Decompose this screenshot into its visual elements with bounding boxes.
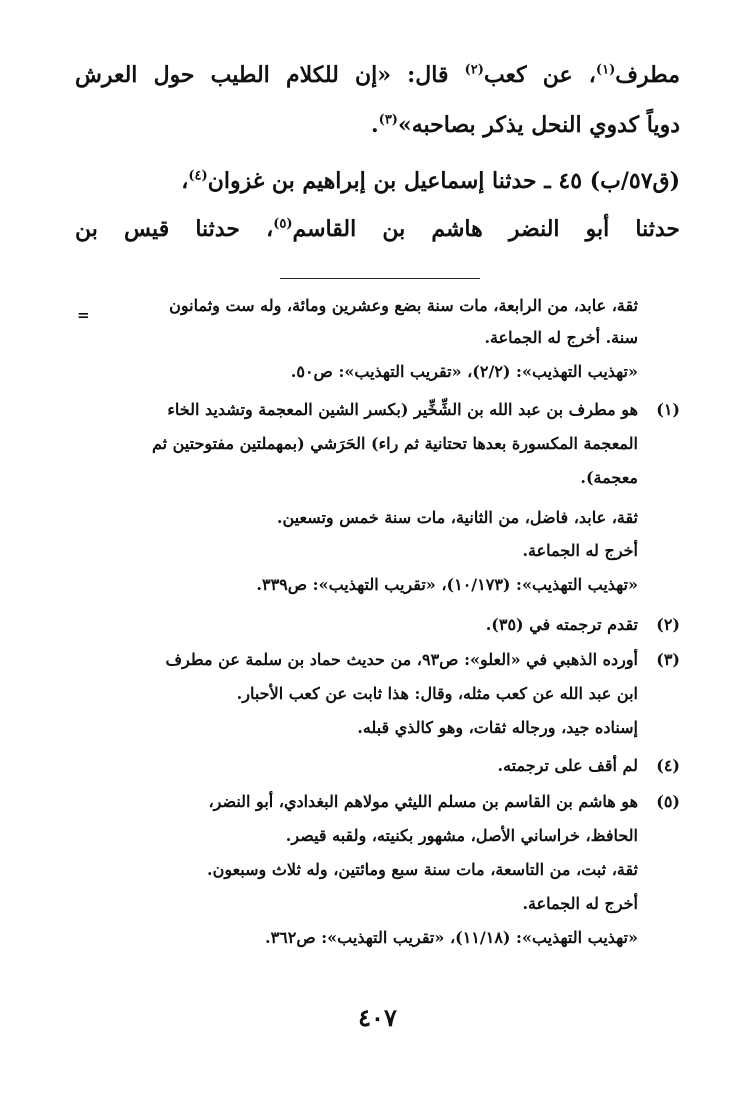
main-line-2: دوياً كدوي النحل يذكر بصاحبه»$^{(٣)}$. bbox=[370, 112, 680, 138]
footnote-cont-line-2: سنة. أخرج له الجماعة. bbox=[484, 328, 638, 347]
footnote-1-line: ثقة، عابد، فاضل، من الثانية، مات سنة خمس وتسعين. bbox=[276, 508, 638, 527]
footnote-1-line: المعجمة المكسورة بعدها تحتانية ثم راء) الحَرَشي (بمهملتين مفتوحتين ثم bbox=[151, 434, 638, 453]
footnote-5-line: أخرج له الجماعة. bbox=[522, 894, 638, 913]
footnote-number: (٤) bbox=[656, 756, 680, 775]
footnote-cont-line-1: ثقة، عابد، من الرابعة، مات سنة بضع وعشرين ومائة، وله ست وثمانون bbox=[169, 296, 638, 315]
footnote-5-line: هو هاشم بن القاسم بن مسلم الليثي مولاهم البغدادي، أبو النضر، bbox=[208, 792, 638, 811]
footnote-separator bbox=[280, 278, 480, 279]
footnote-1-line: معجمة). bbox=[580, 468, 638, 487]
footnote-number: (١) bbox=[656, 400, 680, 419]
footnote-number: (٣) bbox=[656, 650, 680, 669]
footnote-2-line: تقدم ترجمته في (٣٥). bbox=[485, 615, 638, 634]
footnote-5-line: ثقة، ثبت، من التاسعة، مات سنة سبع ومائتين، وله ثلاث وسبعون. bbox=[207, 860, 638, 879]
footnote-3-line: إسناده جيد، ورجاله ثقات، وهو كالذي قبله. bbox=[357, 718, 638, 737]
footnote-5-line: «تهذيب التهذيب»: (١١/١٨)، «تقريب التهذيب»: ص٣٦٢. bbox=[265, 928, 638, 947]
footnote-1-line: هو مطرف بن عبد الله بن الشِّخِّير (بكسر الشين المعجمة وتشديد الخاء bbox=[167, 400, 638, 419]
main-line-4: حدثنا أبو النضر هاشم بن القاسم$^{(٥)}$، حدثنا قيس بن bbox=[75, 216, 680, 242]
footnote-number: (٥) bbox=[656, 792, 680, 811]
footnote-ref: (٥) bbox=[273, 216, 293, 232]
footnote-3-line: أورده الذهبي في «العلو»: ص٩٣، من حديث حماد بن سلمة عن مطرف bbox=[165, 650, 638, 669]
main-line-1: مطرف$^{(١)}$، عن كعب$^{(٢)}$ قال: «إن للكلام الطيب حول العرش bbox=[75, 62, 680, 88]
footnote-ref: (٣) bbox=[378, 112, 398, 128]
footnote-4-line: لم أقف على ترجمته. bbox=[497, 756, 638, 775]
footnote-1-line: أخرج له الجماعة. bbox=[522, 541, 638, 560]
footnote-3-line: ابن عبد الله عن كعب مثله، وقال: هذا ثابت عن كعب الأحبار. bbox=[236, 684, 638, 703]
footnote-ref: (٢) bbox=[464, 62, 484, 78]
main-line-3: (ق٥٧/ب) ٤٥ ـ حدثنا إسماعيل بن إبراهيم بن غزوان$^{(٤)}$، bbox=[181, 168, 680, 194]
footnote-cont-line-3: «تهذيب التهذيب»: (٢/٢)، «تقريب التهذيب»: ص٥٠. bbox=[290, 362, 638, 381]
continuation-mark: = bbox=[77, 306, 90, 324]
footnote-ref: (٤) bbox=[188, 168, 208, 184]
footnote-1-line: «تهذيب التهذيب»: (١٠/١٧٣)، «تقريب التهذيب»: ص٣٣٩. bbox=[256, 575, 638, 594]
footnote-number: (٢) bbox=[656, 615, 680, 634]
page-number: ٤٠٧ bbox=[358, 1003, 397, 1032]
footnote-5-line: الحافظ، خراساني الأصل، مشهور بكنيته، ولقبه قيصر. bbox=[285, 826, 638, 845]
footnote-ref: (١) bbox=[595, 62, 616, 78]
